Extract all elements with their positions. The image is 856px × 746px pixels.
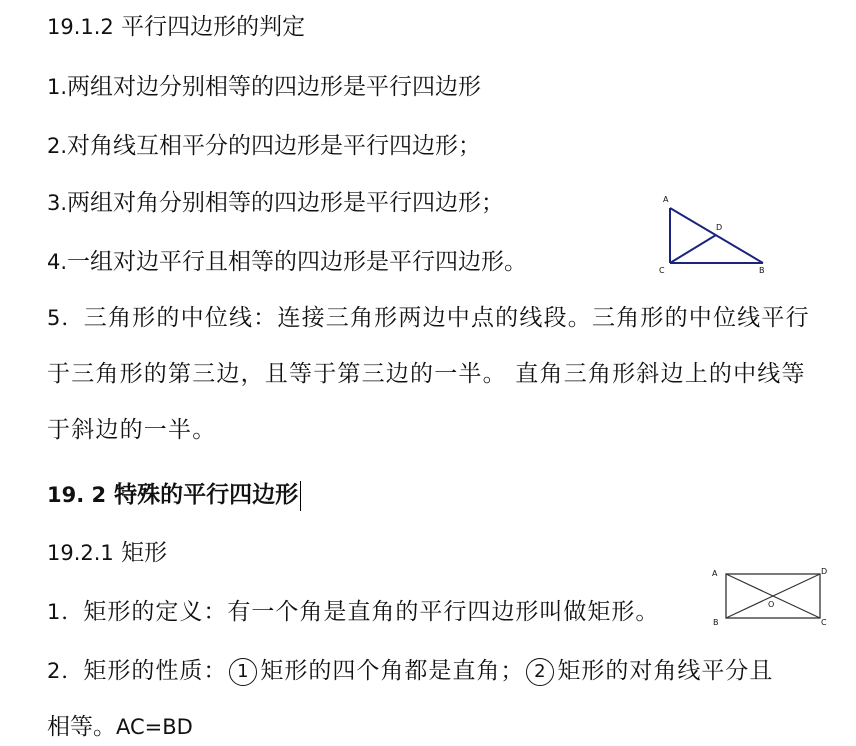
criterion-text: 两组对边分别相等的四边形是平行四边形 [67, 74, 482, 100]
heading-19-1-2 [47, 12, 305, 42]
heading-title: 平行四边形的判定 [121, 14, 306, 40]
label-o: O [768, 600, 775, 609]
criterion-3 [47, 188, 504, 218]
label-a: A [712, 569, 718, 578]
heading-title: 特殊的平行四边形 [114, 482, 299, 508]
rectangle-properties [47, 656, 773, 686]
formula: AC=BD [116, 715, 193, 739]
circled-number-1: 1 [229, 658, 257, 686]
criterion-2 [47, 131, 481, 161]
label-c: C [821, 618, 827, 627]
criterion-text: 对角线互相平分的四边形是平行四边形； [67, 133, 482, 159]
heading-19-2-1 [47, 538, 167, 568]
continuation-text: 相等。 [47, 714, 116, 740]
label-a: A [663, 195, 669, 204]
criterion-number: 2. [47, 134, 68, 158]
item-number: 1． [47, 600, 84, 624]
rectangle-figure [708, 562, 832, 628]
property-2: 矩形的对角线平分且 [557, 658, 774, 684]
item-5-midline [47, 290, 823, 458]
item-text: 矩形的定义：有一个角是直角的平行四边形叫做矩形。 [83, 599, 660, 625]
rectangle-definition [47, 597, 659, 627]
heading-number: 19. 2 [47, 483, 107, 507]
item-number: 5． [47, 306, 84, 330]
rectangle-properties-cont [47, 712, 193, 742]
text-cursor [300, 481, 301, 511]
property-1: 矩形的四个角都是直角； [260, 658, 525, 684]
criterion-1 [47, 72, 481, 102]
heading-19-2 [47, 480, 301, 511]
label-d: D [821, 567, 828, 576]
label-d: D [716, 223, 723, 232]
heading-number: 19.2.1 [47, 541, 114, 565]
heading-title: 矩形 [121, 540, 168, 566]
item-text: 三角形的中位线：连接三角形两边中点的线段。三角形的中位线平行于三角形的第三边，且等于第三边的一半。 直角三角形斜边上的中线等于斜边的一半。 [47, 305, 810, 443]
criterion-4 [47, 247, 527, 277]
label-c: C [659, 266, 665, 275]
item-number: 2． [47, 659, 84, 683]
item-prefix: 矩形的性质： [83, 658, 228, 684]
circled-number-2: 2 [526, 658, 554, 686]
criterion-number: 3. [47, 191, 68, 215]
label-b: B [759, 266, 765, 275]
criterion-text: 两组对角分别相等的四边形是平行四边形； [67, 190, 505, 216]
heading-number: 19.1.2 [47, 15, 114, 39]
criterion-number: 1. [47, 75, 68, 99]
criterion-text: 一组对边平行且相等的四边形是平行四边形。 [67, 249, 528, 275]
triangle-median-cd [670, 235, 716, 263]
criterion-number: 4. [47, 250, 68, 274]
right-triangle-figure [655, 190, 775, 280]
label-b: B [713, 618, 719, 627]
